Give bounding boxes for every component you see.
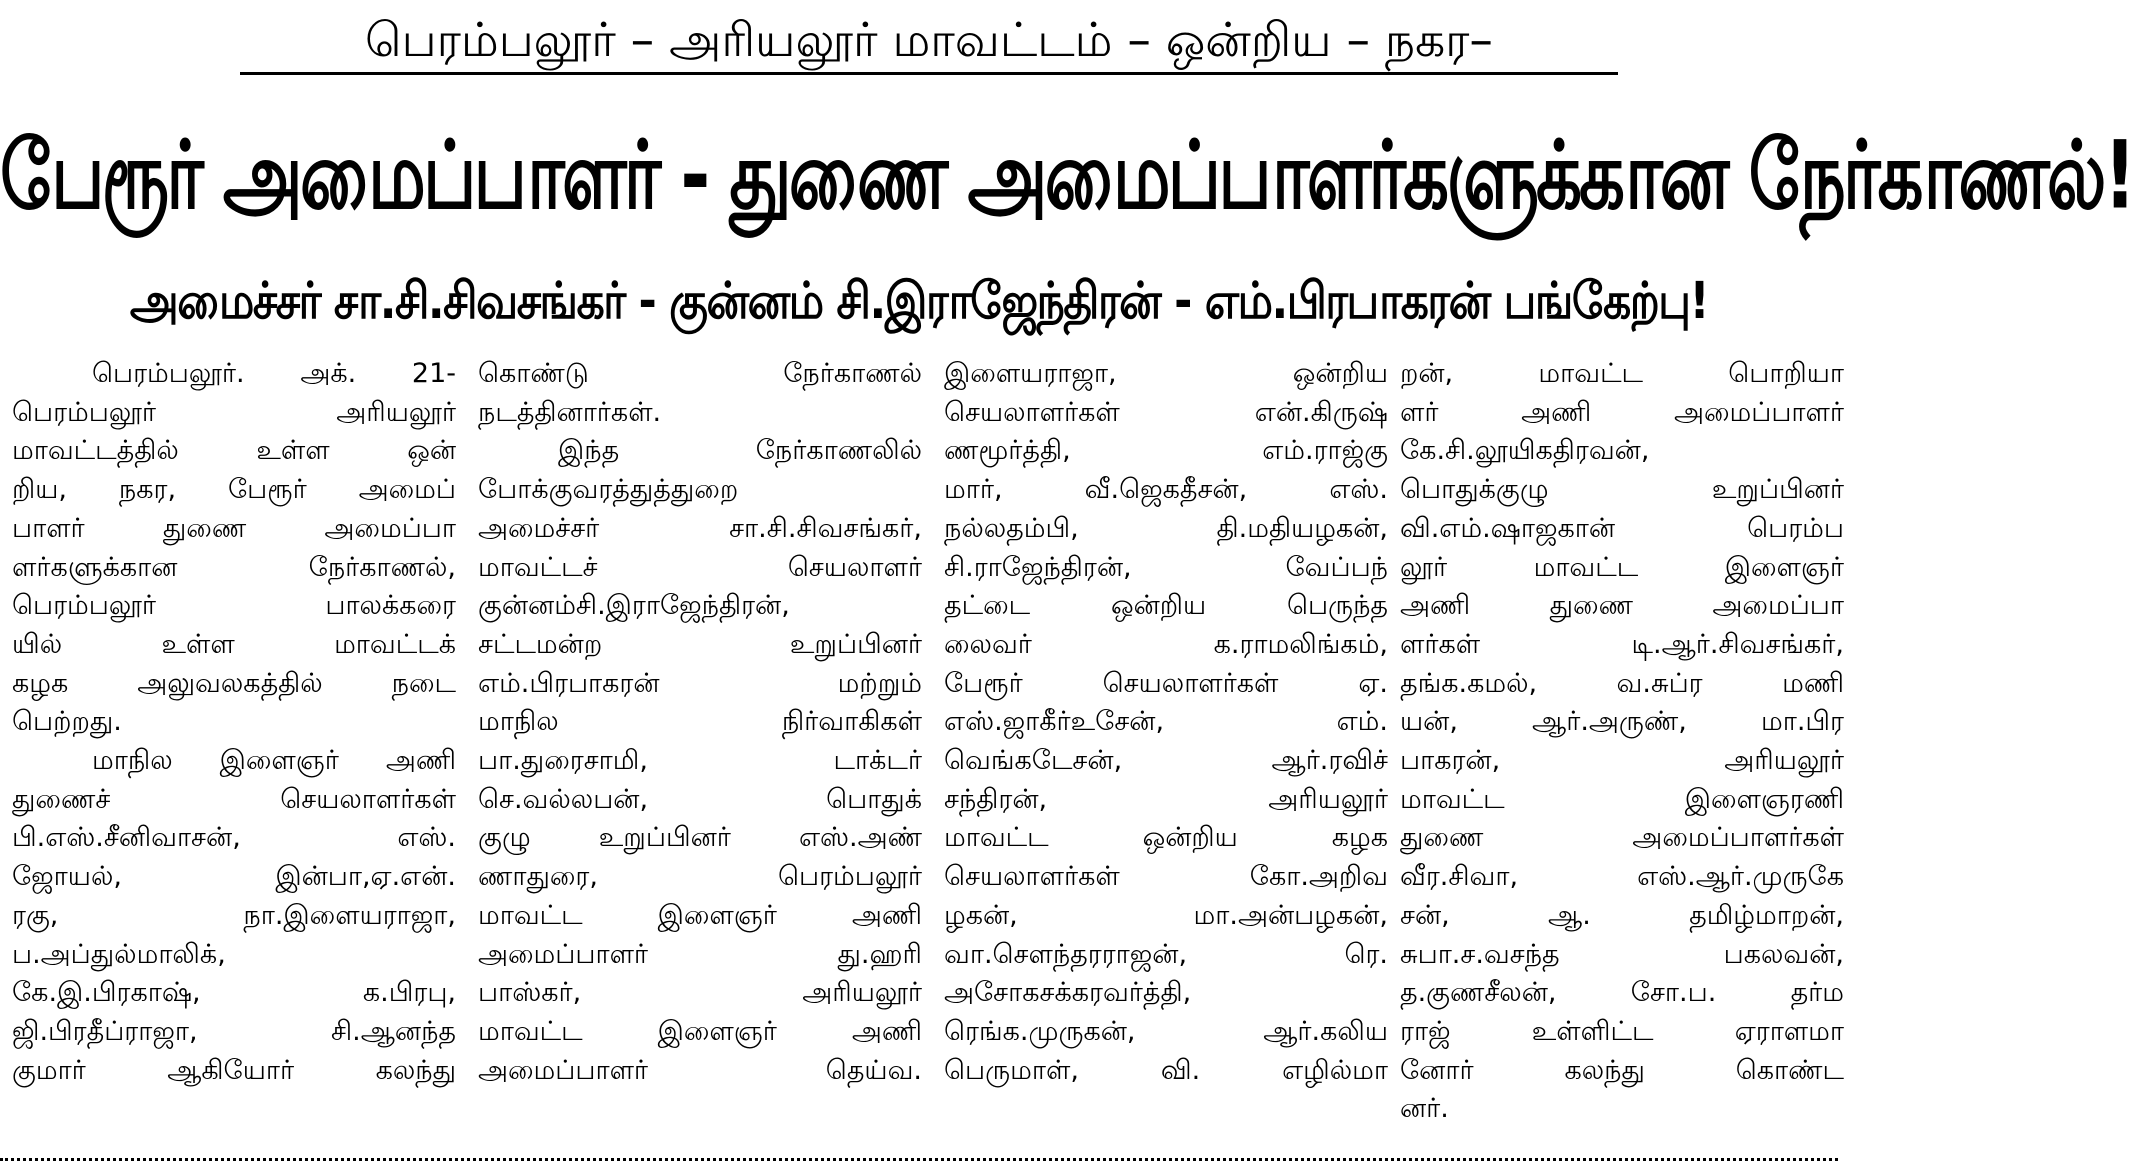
article-line: ளர் அணி அமைப்பாளர் [1400, 396, 1844, 428]
article-line: பாஸ்கர், அரியலூர் [478, 977, 922, 1009]
article-line: செயலாளர்கள் என்.கிருஷ் [944, 396, 1388, 428]
article-line: அமைப்பாளர் தெய்வ. [478, 1054, 922, 1086]
article-line: சந்திரன், அரியலூர் [944, 783, 1388, 815]
article-line: மாவட்டத்தில் உள்ள ஒன் [12, 435, 456, 467]
article-line: துணை அமைப்பாளர்கள் [1400, 822, 1844, 854]
article-line: னோர் கலந்து கொண்ட [1400, 1054, 1844, 1086]
article-line: ரகு, நா.இளையராஜா, [12, 899, 456, 931]
article-line: வீர.சிவா, எஸ்.ஆர்.முருகே [1400, 861, 1844, 893]
article-line: மாவட்ட இளைஞர் அணி [478, 899, 922, 931]
article-line: பாளர் துணை அமைப்பா [12, 512, 456, 544]
article-line: கே.இ.பிரகாஷ், க.பிரபு, [12, 977, 456, 1009]
article-line: அணி துணை அமைப்பா [1400, 590, 1844, 622]
article-column-3 [944, 355, 1388, 1155]
article-line: அமைப்பாளர் து.ஹரி [478, 938, 922, 970]
article-line: சன், ஆ. தமிழ்மாறன், [1400, 899, 1844, 931]
article-line: யில் உள்ள மாவட்டக் [12, 628, 456, 660]
article-line: ளர்கள் டி.ஆர்.சிவசங்கர், [1400, 628, 1844, 660]
article-line: கொண்டு நேர்காணல் [478, 358, 922, 389]
article-line: ணமூர்த்தி, எம்.ராஜ்கு [944, 435, 1388, 467]
article-line: ணாதுரை, பெரம்பலூர் [478, 861, 922, 893]
article-line: வி.எம்.ஷாஜகான் பெரம்ப [1400, 512, 1844, 544]
article-line: மாநில நிர்வாகிகள் [478, 706, 922, 738]
article-line: த.குணசீலன், சோ.ப. தர்ம [1400, 977, 1844, 1009]
article-line: பெரம்பலூர் பாலக்கரை [12, 590, 456, 622]
article-line: அமைச்சர் சா.சி.சிவசங்கர், [478, 512, 922, 544]
article-column-1 [12, 355, 456, 1155]
article-line: குழு உறுப்பினர் எஸ்.அண் [478, 822, 922, 854]
article-line: லூர் மாவட்ட இளைஞர் [1400, 551, 1844, 583]
article-line: ராஜ் உள்ளிட்ட ஏராளமா [1400, 1015, 1844, 1047]
article-line: பெரம்பலூர். அக். 21- [92, 358, 456, 389]
article-line: குமார் ஆகியோர் கலந்து [12, 1054, 456, 1086]
article-line: சுபா.ச.வசந்த பகலவன், [1400, 938, 1844, 970]
article-line: பாகரன், அரியலூர் [1400, 745, 1844, 777]
article-column-2 [478, 355, 922, 1155]
article-line: சி.ராஜேந்திரன், வேப்பந் [944, 551, 1388, 583]
section-kicker: பெரம்பலூர் – அரியலூர் மாவட்டம் – ஒன்றிய – நகர– [240, 10, 1618, 75]
article-line: இந்த நேர்காணலில் [558, 435, 922, 467]
article-column-4 [1400, 355, 1844, 1155]
article-line: அசோகசக்கரவர்த்தி, [944, 977, 1192, 1009]
article-line: யன், ஆர்.அருண், மா.பிர [1400, 706, 1844, 738]
article-line: இளையராஜா, ஒன்றிய [944, 358, 1388, 389]
article-line: நடத்தினார்கள். [478, 396, 662, 428]
article-line: செயலாளர்கள் கோ.அறிவ [944, 861, 1388, 893]
article-line: தட்டை ஒன்றிய பெருந்த [944, 590, 1388, 622]
article-line: றிய, நகர, பேரூர் அமைப் [12, 474, 456, 506]
article-line: சட்டமன்ற உறுப்பினர் [478, 628, 922, 660]
article-line: னர். [1400, 1093, 1449, 1125]
article-line: மாவட்ட இளைஞர் அணி [478, 1015, 922, 1047]
article-line: தங்க.கமல், வ.சுப்ர மணி [1400, 667, 1844, 699]
article-line: குன்னம்சி.இராஜேந்திரன், [478, 590, 790, 622]
article-line: பெற்றது. [12, 706, 122, 738]
article-line: வா.செளந்தரராஜன், ரெ. [944, 938, 1388, 970]
article-line: ளர்களுக்கான நேர்காணல், [12, 551, 456, 583]
bottom-dotted-rule [0, 1158, 1838, 1161]
article-line: றன், மாவட்ட பொறியா [1400, 358, 1844, 389]
article-line: பி.எஸ்.சீனிவாசன், எஸ். [12, 822, 456, 854]
article-line: ஜோயல், இன்பா,ஏ.என். [12, 861, 456, 893]
article-line: துணைச் செயலாளர்கள் [12, 783, 456, 815]
subheadline: அமைச்சர் சா.சி.சிவசங்கர் - குன்னம் சி.இராஜேந்திரன் - எம்.பிரபாகரன் பங்கேற்பு! [129, 272, 1709, 331]
article-line: மாவட்டச் செயலாளர் [478, 551, 922, 583]
article-line: ழகன், மா.அன்பழகன், [944, 899, 1388, 931]
article-line: பெரம்பலூர் அரியலூர் [12, 396, 456, 428]
article-line: கழக அலுவலகத்தில் நடை [12, 667, 456, 699]
article-line: நல்லதம்பி, தி.மதியழகன், [944, 512, 1388, 544]
article-line: எம்.பிரபாகரன் மற்றும் [478, 667, 922, 699]
article-body [0, 355, 1844, 1155]
article-line: வெங்கடேசன், ஆர்.ரவிச் [944, 745, 1388, 777]
article-line: போக்குவரத்துத்துறை [478, 474, 739, 506]
article-line: மாவட்ட இளைஞரணி [1400, 783, 1844, 815]
article-line: மாநில இளைஞர் அணி [92, 745, 456, 777]
article-line: பேரூர் செயலாளர்கள் ஏ. [944, 667, 1388, 699]
article-line: ப.அப்துல்மாலிக், [12, 938, 226, 970]
article-line: லைவர் க.ராமலிங்கம், [944, 628, 1388, 660]
article-line: மாவட்ட ஒன்றிய கழக [944, 822, 1388, 854]
article-line: ரெங்க.முருகன், ஆர்.கலிய [944, 1015, 1388, 1047]
article-line: செ.வல்லபன், பொதுக் [478, 783, 922, 815]
article-line: எஸ்.ஜாகீர்உசேன், எம். [944, 706, 1388, 738]
article-line: ஜி.பிரதீப்ராஜா, சி.ஆனந்த [12, 1015, 456, 1047]
article-line: பொதுக்குழு உறுப்பினர் [1400, 474, 1844, 506]
article-line: பெருமாள், வி. எழில்மா [944, 1054, 1388, 1086]
article-line: கே.சி.லூயிகதிரவன், [1400, 435, 1650, 467]
headline: பேரூர் அமைப்பாளர் - துணை அமைப்பாளர்களுக்கான நேர்காணல்! [0, 120, 2133, 230]
article-line: மார், வீ.ஜெகதீசன், எஸ். [944, 474, 1388, 506]
article-line: பா.துரைசாமி, டாக்டர் [478, 745, 922, 777]
